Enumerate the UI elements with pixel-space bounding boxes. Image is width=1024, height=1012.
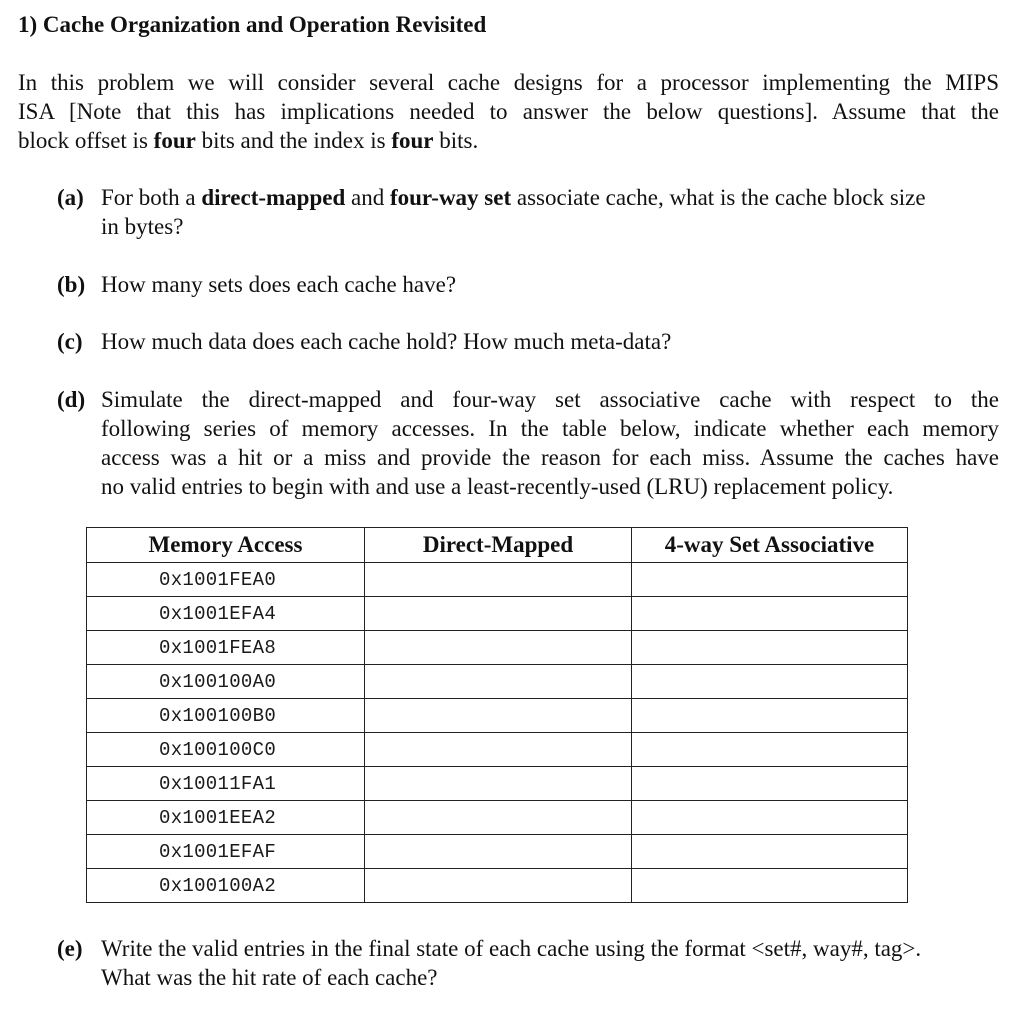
- table-row: [87, 699, 908, 733]
- intro-line-1: In this problem we will consider several cache designs for a processor implementing the MIPS: [18, 70, 999, 95]
- question-c-label: (c): [57, 329, 83, 354]
- direct-mapped-cell[interactable]: [365, 733, 632, 767]
- memory-address-cell: 0x1001FEA0: [87, 563, 365, 597]
- index-bits-emphasis: four: [391, 128, 434, 153]
- set-associative-cell[interactable]: [632, 801, 908, 835]
- table-row: [87, 597, 908, 631]
- direct-mapped-cell[interactable]: [365, 801, 632, 835]
- set-associative-cell[interactable]: [632, 733, 908, 767]
- question-b-label: (b): [57, 272, 86, 297]
- memory-address-cell: 0x100100A0: [87, 665, 365, 699]
- question-e-line-2: What was the hit rate of each cache?: [101, 965, 438, 990]
- table-row: [87, 869, 908, 903]
- memory-address-cell: 0x1001EEA2: [87, 801, 365, 835]
- direct-mapped-cell[interactable]: [365, 869, 632, 903]
- table-row: [87, 835, 908, 869]
- set-associative-cell[interactable]: [632, 767, 908, 801]
- direct-mapped-cell[interactable]: [365, 767, 632, 801]
- table-row: [87, 631, 908, 665]
- direct-mapped-cell[interactable]: [365, 597, 632, 631]
- direct-mapped-cell[interactable]: [365, 665, 632, 699]
- offset-bits-emphasis: four: [153, 128, 196, 153]
- table-row: [87, 801, 908, 835]
- intro-paragraph: [18, 68, 999, 155]
- set-associative-cell[interactable]: [632, 665, 908, 699]
- question-a-line-2: in bytes?: [101, 214, 184, 239]
- table-row: [87, 563, 908, 597]
- memory-access-table-wrapper: [86, 527, 908, 903]
- direct-mapped-cell[interactable]: [365, 699, 632, 733]
- question-d-label: (d): [57, 387, 86, 412]
- direct-mapped-cell[interactable]: [365, 835, 632, 869]
- question-d-line-2: following series of memory accesses. In the table below, indicate whether each memory: [101, 416, 999, 441]
- question-a-line-1: For both a direct-mapped and four-way set associate cache, what is the cache block size: [101, 185, 926, 210]
- header-memory-access: Memory Access: [87, 528, 365, 563]
- set-associative-cell[interactable]: [632, 699, 908, 733]
- header-4way-set-associative: 4-way Set Associative: [632, 528, 908, 563]
- memory-address-cell: 0x1001EFA4: [87, 597, 365, 631]
- memory-access-table: [86, 527, 908, 903]
- table-row: [87, 767, 908, 801]
- question-d: [57, 385, 999, 501]
- memory-address-cell: 0x100100B0: [87, 699, 365, 733]
- memory-address-cell: 0x1001FEA8: [87, 631, 365, 665]
- question-a-label: (a): [57, 185, 84, 210]
- question-e: [57, 934, 999, 992]
- set-associative-cell[interactable]: [632, 563, 908, 597]
- question-e-label: (e): [57, 936, 83, 961]
- set-associative-cell[interactable]: [632, 869, 908, 903]
- question-d-line-3: access was a hit or a miss and provide the reason for each miss. Assume the caches have: [101, 445, 999, 470]
- memory-address-cell: 0x1001EFAF: [87, 835, 365, 869]
- table-header-row: [87, 528, 908, 563]
- memory-address-cell: 0x10011FA1: [87, 767, 365, 801]
- memory-address-cell: 0x100100C0: [87, 733, 365, 767]
- intro-line-2: ISA [Note that this has implications needed to answer the below questions]. Assume that the: [18, 99, 999, 124]
- question-d-line-4: no valid entries to begin with and use a least-recently-used (LRU) replacement policy.: [101, 474, 894, 499]
- question-b: [57, 270, 999, 299]
- direct-mapped-cell[interactable]: [365, 631, 632, 665]
- question-e-line-1: Write the valid entries in the final state of each cache using the format <set#, way#, tag>.: [101, 936, 922, 961]
- direct-mapped-cell[interactable]: [365, 563, 632, 597]
- memory-address-cell: 0x100100A2: [87, 869, 365, 903]
- question-c: [57, 327, 999, 356]
- intro-line-3: block offset is four bits and the index is four bits.: [18, 128, 479, 153]
- set-associative-cell[interactable]: [632, 631, 908, 665]
- set-associative-cell[interactable]: [632, 835, 908, 869]
- set-associative-cell[interactable]: [632, 597, 908, 631]
- table-row: [87, 665, 908, 699]
- question-a: [57, 183, 999, 241]
- table-row: [87, 733, 908, 767]
- question-b-text: How many sets does each cache have?: [101, 272, 457, 297]
- question-d-line-1: Simulate the direct-mapped and four-way set associative cache with respect to the: [101, 387, 999, 412]
- problem-title: 1) Cache Organization and Operation Revisited: [18, 12, 487, 37]
- question-c-text: How much data does each cache hold? How much meta-data?: [101, 329, 672, 354]
- header-direct-mapped: Direct-Mapped: [365, 528, 632, 563]
